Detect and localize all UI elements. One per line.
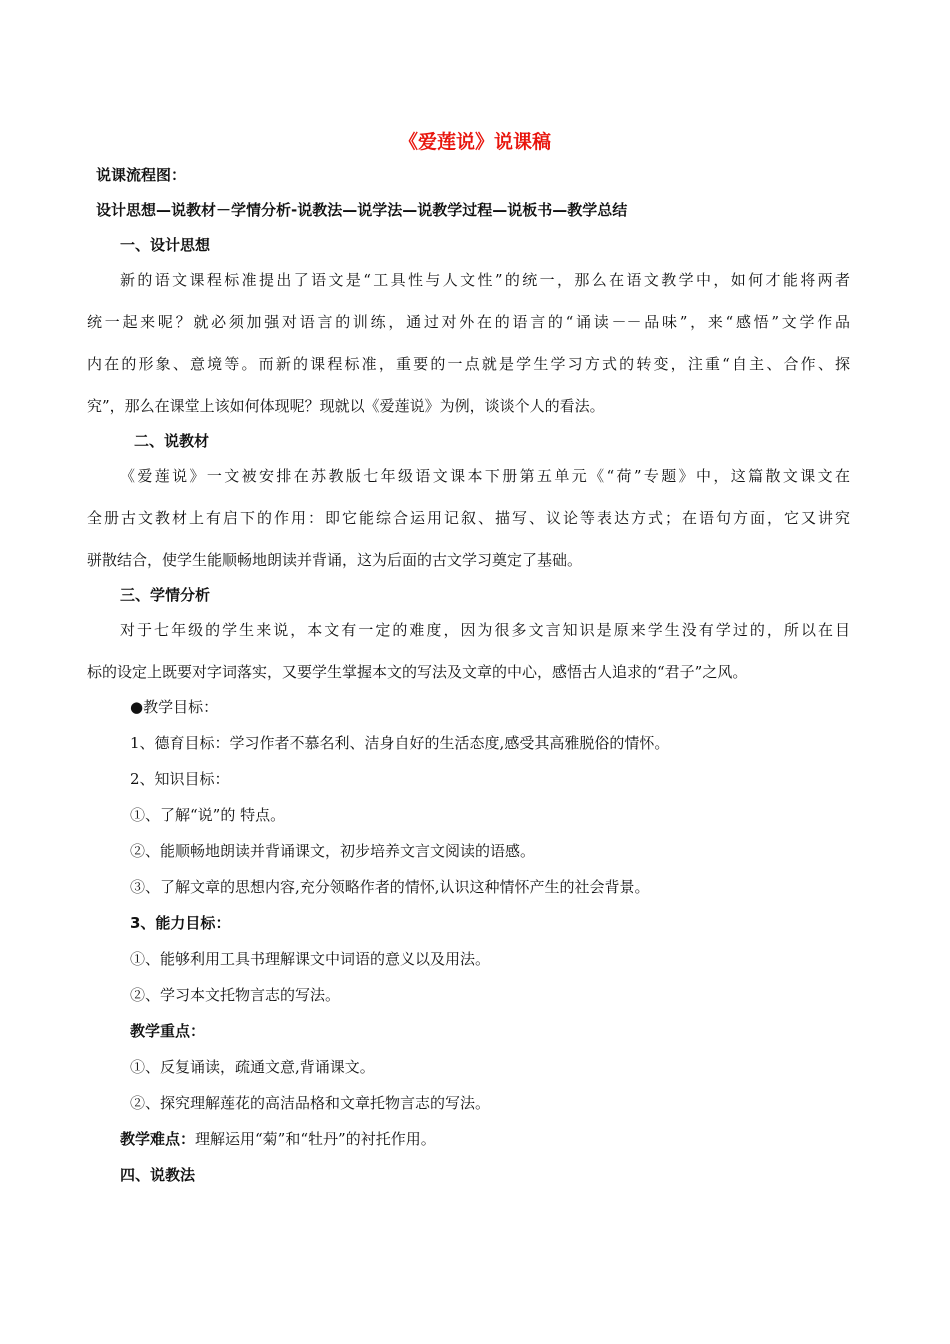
section1-line: 新的语文课程标准提出了语文是“工具性与人文性”的统一，那么在语文教学中，如何才能将两者 [120, 271, 850, 289]
ability-goal-heading: 3、能力目标： [130, 914, 231, 932]
section3-line: 标的设定上既要对字词落实，又要学生掌握本文的写法及文章的中心，感悟古人追求的“君子”之风。 [87, 663, 748, 681]
section3-heading: 三、学情分析 [120, 586, 211, 604]
flow-label: 说课流程图： [96, 166, 187, 184]
ability-goal-item: ②、学习本文托物言志的写法。 [130, 986, 341, 1004]
knowledge-goal-item: ①、了解“说”的 特点。 [130, 806, 286, 824]
knowledge-goal-item: ②、能顺畅地朗读并背诵课文，初步培养文言文阅读的语感。 [130, 842, 536, 860]
knowledge-goal-heading: 2、知识目标： [130, 770, 230, 788]
section2-line: 全册古文教材上有启下的作用：即它能综合运用记叙、描写、议论等表达方式；在语句方面，它又讲究 [87, 509, 850, 527]
key-points-heading: 教学重点： [130, 1022, 206, 1040]
section2-line: 《爱莲说》一文被安排在苏教版七年级语文课本下册第五单元《“荷”专题》中，这篇散文课文在 [120, 467, 850, 485]
key-point-item: ①、反复诵读，疏通文意,背诵课文。 [130, 1058, 375, 1076]
section1-heading: 一、设计思想 [120, 236, 211, 254]
flow-chart-text: 设计思想—说教材－学情分析-说教法—说学法—说教学过程—说板书—教学总结 [96, 201, 628, 219]
section4-heading: 四、说教法 [120, 1166, 196, 1184]
section2-line: 骈散结合，使学生能顺畅地朗读并背诵，这为后面的古文学习奠定了基础。 [87, 551, 583, 569]
section3-line: 对于七年级的学生来说，本文有一定的难度，因为很多文言知识是原来学生没有学过的，所以在目 [120, 621, 850, 639]
page-title: 《爱莲说》说课稿 [398, 131, 551, 153]
difficulty-label: 教学难点： [120, 1130, 196, 1148]
section2-heading: 二、说教材 [134, 432, 210, 450]
section1-line: 内在的形象、意境等。而新的课程标准，重要的一点就是学生学习方式的转变，注重“自主、合作、探 [87, 355, 850, 373]
difficulty-line [120, 1129, 436, 1149]
ability-goal-item: ①、能够利用工具书理解课文中词语的意义以及用法。 [130, 950, 491, 968]
knowledge-goal-item: ③、了解文章的思想内容,充分领略作者的情怀,认识这种情怀产生的社会背景。 [130, 878, 650, 896]
moral-goal: 1、德育目标：学习作者不慕名利、洁身自好的生活态度,感受其高雅脱俗的情怀。 [130, 734, 670, 752]
difficulty-text: 理解运用“菊”和“牡丹”的衬托作用。 [195, 1130, 436, 1148]
section1-line: 究”，那么在课堂上该如何体现呢？现就以《爱莲说》为例，谈谈个人的看法。 [87, 397, 605, 415]
section1-line: 统一起来呢？就必须加强对语言的训练，通过对外在的语言的“诵读－－品味”，来“感悟”文学作品 [87, 313, 850, 331]
goals-heading: ●教学目标： [130, 698, 219, 716]
key-point-item: ②、探究理解莲花的高洁品格和文章托物言志的写法。 [130, 1094, 491, 1112]
